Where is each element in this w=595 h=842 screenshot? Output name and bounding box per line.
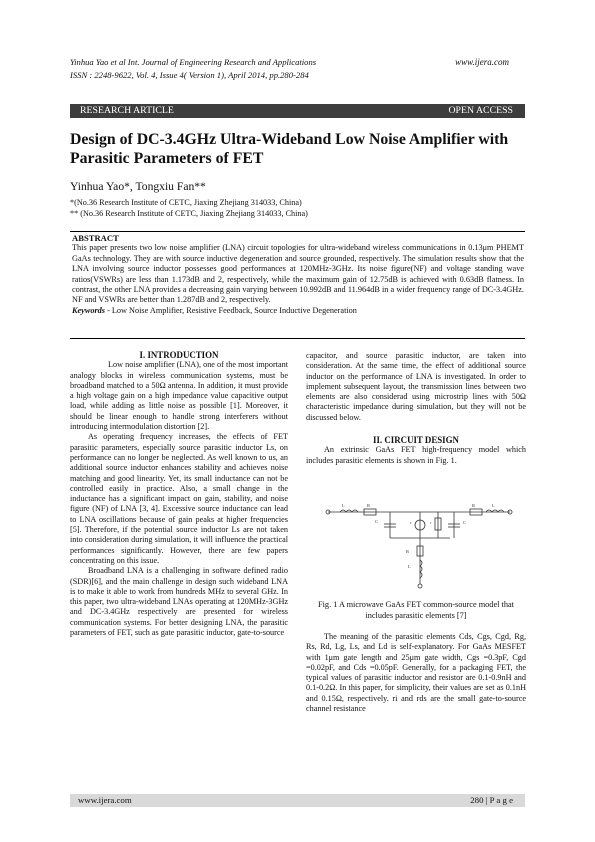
paper-title: Design of DC-3.4GHz Ultra-Wideband Low Noise Amplifier with Parasitic Parameters of FET [70,131,509,167]
affiliation-1: *(No.36 Research Institute of CETC, Jiaxing Zhejiang 314033, China) [70,198,302,207]
svg-text:R: R [472,503,476,508]
page-number: 280 | P a g e [470,795,513,805]
circuit-design-heading: II. CIRCUIT DESIGN [373,435,459,446]
footer-url[interactable]: www.ijera.com [78,795,132,805]
right-column-bottom [306,632,526,714]
journal-line: Yinhua Yao et al Int. Journal of Engineering Research and Applications [70,57,317,67]
issn-line: ISSN : 2248-9622, Vol. 4, Issue 4( Version 1), April 2014, pp.280-284 [70,70,309,80]
abstract-text: This paper presents two low noise amplifier (LNA) circuit topologies for ultra-wideband wireless communications in 0.13μm PHEMT GaAs technology. They are with source inductive degeneration and source grounded, respectively. The simulation results show that the LNA involving source inductor possesses good performances at 120MHz-3GHz. Its noise figure(NF) and voltage standing wave ratios(VSWRs) are less than 1.173dB and 2, respectively, while the maximum gain of 12.75dB is achieved with 0.63dB flatness. In contrast, the other LNA provides a decreasing gain varying between 10.992dB and 11.964dB in a wider frequency range of DC-3.4GHz. NF and VSWRs are better than 1.287dB and 2, respectively. [72,243,524,305]
keywords [72,306,524,316]
research-article-label: RESEARCH ARTICLE [80,105,174,116]
open-access-label: OPEN ACCESS [448,105,513,116]
article-type-band [70,104,525,118]
abstract-heading: ABSTRACT [72,233,119,243]
affiliation-2: ** (No.36 Research Institute of CETC, Jiaxing Zhejiang 314033, China) [70,209,308,218]
keywords-text: - Low Noise Amplifier, Resistive Feedback, Source Inductive Degeneration [105,305,357,315]
svg-text:r: r [410,520,412,525]
svg-text:L: L [492,503,495,508]
svg-text:R: R [406,549,410,554]
intro-paragraph: Low noise amplifier (LNA), one of the most important analogy blocks in wireless communication systems, must be broadband matched to a 50Ω antenna. In addition, it must provide a high voltage gain on a high impedance value capacitive output load, while adding as little noise as possible [1]. Moreover, it should be linear enough to handle strong interferers without introducing intermodulation distortion [2]. [70,360,288,432]
svg-text:C: C [375,519,379,524]
authors: Yinhua Yao*, Tongxiu Fan** [70,180,206,193]
journal-url[interactable]: www.ijera.com [455,57,509,67]
svg-text:C: C [463,520,467,525]
intro-heading: I. INTRODUCTION [139,350,219,360]
body-paragraph: An extrinsic GaAs FET high-frequency model which includes parasitic elements is shown in Fig. 1. [306,445,526,465]
svg-text:L: L [342,503,345,508]
abstract [72,233,524,316]
body-paragraph: The meaning of the parasitic elements Cds, Cgs, Cgd, Rg, Rs, Rd, Lg, Ls, and Ld is self-explanatory. For GaAs MESFET with 1μm gate length and 25μm gate width, Cgs =0.3pF, Cgd =0.02pF, and Cds =0.05pF. Generally, for a packaging FET, the typical values of parasitic inductor and resistor are 0.1-0.9nH and 0.1-0.2Ω. In this paper, for simplicity, their values are set as 0.1nH and 0.15Ω, respectively. ri and rds are the small gate-to-source channel resistance [306,632,526,714]
page-footer [70,794,525,807]
svg-text:L: L [408,564,411,569]
abstract-bottom-rule [70,338,525,339]
abstract-top-rule [70,231,525,232]
svg-text:r: r [430,520,432,525]
figure-caption: Fig. 1 A microwave GaAs FET common-source model that includes parasitic elements [7] [318,600,514,620]
intro-paragraph: As operating frequency increases, the effects of FET parasitic parameters, especially source parasitic inductor Ls, on performance can no longer be neglected. As well known to us, an additional source inductor enhances stability and achieves noise matching and good linearity. Yet, its small inductance can not be controlled easily in practice. Also, a small change in the inductance has a significant impact on gain, stability, and noise figure (NF) of LNA [3, 4]. Excessive source inductance can lead to LNA oscillations because of gain peaks at higher frequencies [5]. Therefore, if the potential source inductor Ls are not taken into consideration during simulation, it will influence the practical performances significantly. However, there are few papers concentrating on this issue. [70,432,288,565]
fet-model-figure [320,498,520,594]
keywords-label: Keywords [72,305,105,315]
intro-paragraph: Broadband LNA is a challenging in software defined radio (SDR)[6], and the main challenge in design such wideband LNA is to make it able to work from hundreds MHz to several GHz. In this paper, two ultra-wideband LNAs operating at 120MHz-3GHz and DC-3.4GHz respectively are presented for wireless communication systems. For better designing LNA, the parasitic parameters of FET, such as gate parasitic inductor, gate-to-source [70,566,288,638]
right-column-top [306,351,526,466]
svg-text:R: R [367,503,371,508]
body-paragraph: capacitor, and source parasitic inductor, are taken into consideration. At the same time, the effect of additional source inductor on the performance of LNA is investigated. In order to implement subsequent layout, the transmission lines between two elements are also considerad using microstrip lines with 50Ω characteristic impedance during simulation, but they will not be discussed below. [306,351,526,422]
left-column [70,350,288,638]
